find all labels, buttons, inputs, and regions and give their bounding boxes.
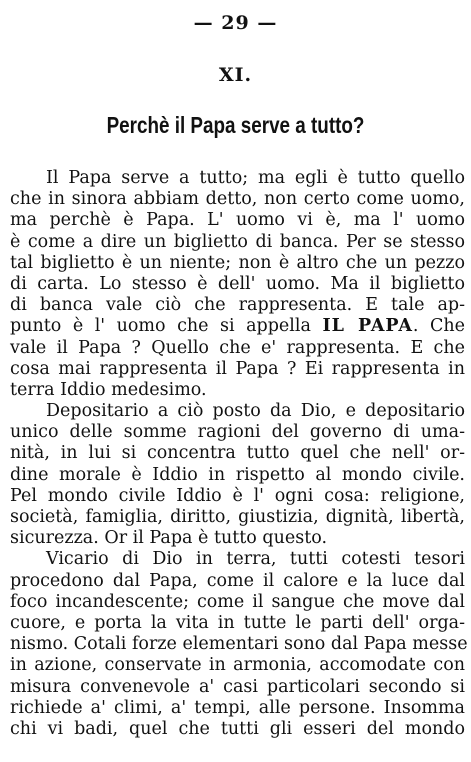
text-line: vale il Papa ? Quello che e' rappresenta. E che bbox=[10, 337, 465, 358]
text-line: che in sinora abbiam detto, non certo come uomo, bbox=[10, 189, 465, 210]
text-line: di banca vale ciò che rappresenta. E tale ap- bbox=[10, 295, 465, 316]
text-line: dine morale è Iddio in rispetto al mondo civile. bbox=[10, 464, 465, 485]
chapter-title: Perchè il Papa serve a tutto? bbox=[106, 112, 365, 138]
text-line-segment: punto è l' uomo che si appella bbox=[10, 316, 323, 337]
text-line: richiede a' climi, a' tempi, alle persone. Insomma bbox=[10, 697, 465, 718]
text-line: società, famiglia, diritto, giustizia, dignità, libertà, bbox=[10, 507, 465, 527]
text-line: cuore, e porta la vita in tutte le parti dell' orga- bbox=[10, 612, 465, 633]
text-line: misura convenevole a' casi particolari secondo si bbox=[10, 676, 465, 697]
text-line: cosa mai rappresenta il Papa ? Ei rappresenta in bbox=[10, 358, 465, 379]
text-line-segment: . Che bbox=[412, 316, 465, 337]
text-line bbox=[10, 316, 465, 337]
text-line: è come a dire un biglietto di banca. Per se stesso bbox=[10, 231, 465, 252]
text-line: chi vi badi, quel che tutti gli esseri del mondo bbox=[10, 718, 465, 739]
text-line: Pel mondo civile Iddio è l' ogni cosa: religione, bbox=[10, 485, 465, 506]
chapter-heading: XI. bbox=[218, 64, 253, 86]
text-line: nità, in lui si concentra tutto quel che nell' or- bbox=[10, 443, 465, 464]
text-line: foco incandescente; come il sangue che move dal bbox=[10, 591, 465, 612]
text-line: tal biglietto è un niente; non è altro che un pezzo bbox=[10, 252, 465, 273]
text-line: terra Iddio medesimo. bbox=[10, 379, 207, 400]
text-line: ma perchè è Papa. L' uomo vi è, ma l' uomo bbox=[10, 210, 465, 231]
text-line: unico delle somme ragioni del governo di uma- bbox=[10, 422, 465, 443]
text-line: procedono dal Papa, come il calore e la luce dal bbox=[10, 570, 465, 591]
text-line: Vicario di Dio in terra, tutti cotesti tesori bbox=[46, 549, 465, 570]
text-line: nismo. Cotali forze elementari sono dal Papa messe bbox=[10, 634, 468, 655]
text-line: in azione, conservate in armonia, accomodate con bbox=[10, 655, 465, 676]
text-line: Depositario a ciò posto da Dio, e depositario bbox=[46, 401, 465, 422]
body-text bbox=[10, 168, 468, 740]
emphasis-il-papa: IL PAPA bbox=[322, 316, 413, 337]
text-line: Il Papa serve a tutto; ma egli è tutto quello bbox=[46, 168, 465, 188]
text-line: sicurezza. Or il Papa è tutto questo. bbox=[10, 528, 328, 549]
page-number: — 29 — bbox=[193, 12, 278, 34]
text-line: di carta. Lo stesso è dell' uomo. Ma il biglietto bbox=[10, 273, 465, 294]
